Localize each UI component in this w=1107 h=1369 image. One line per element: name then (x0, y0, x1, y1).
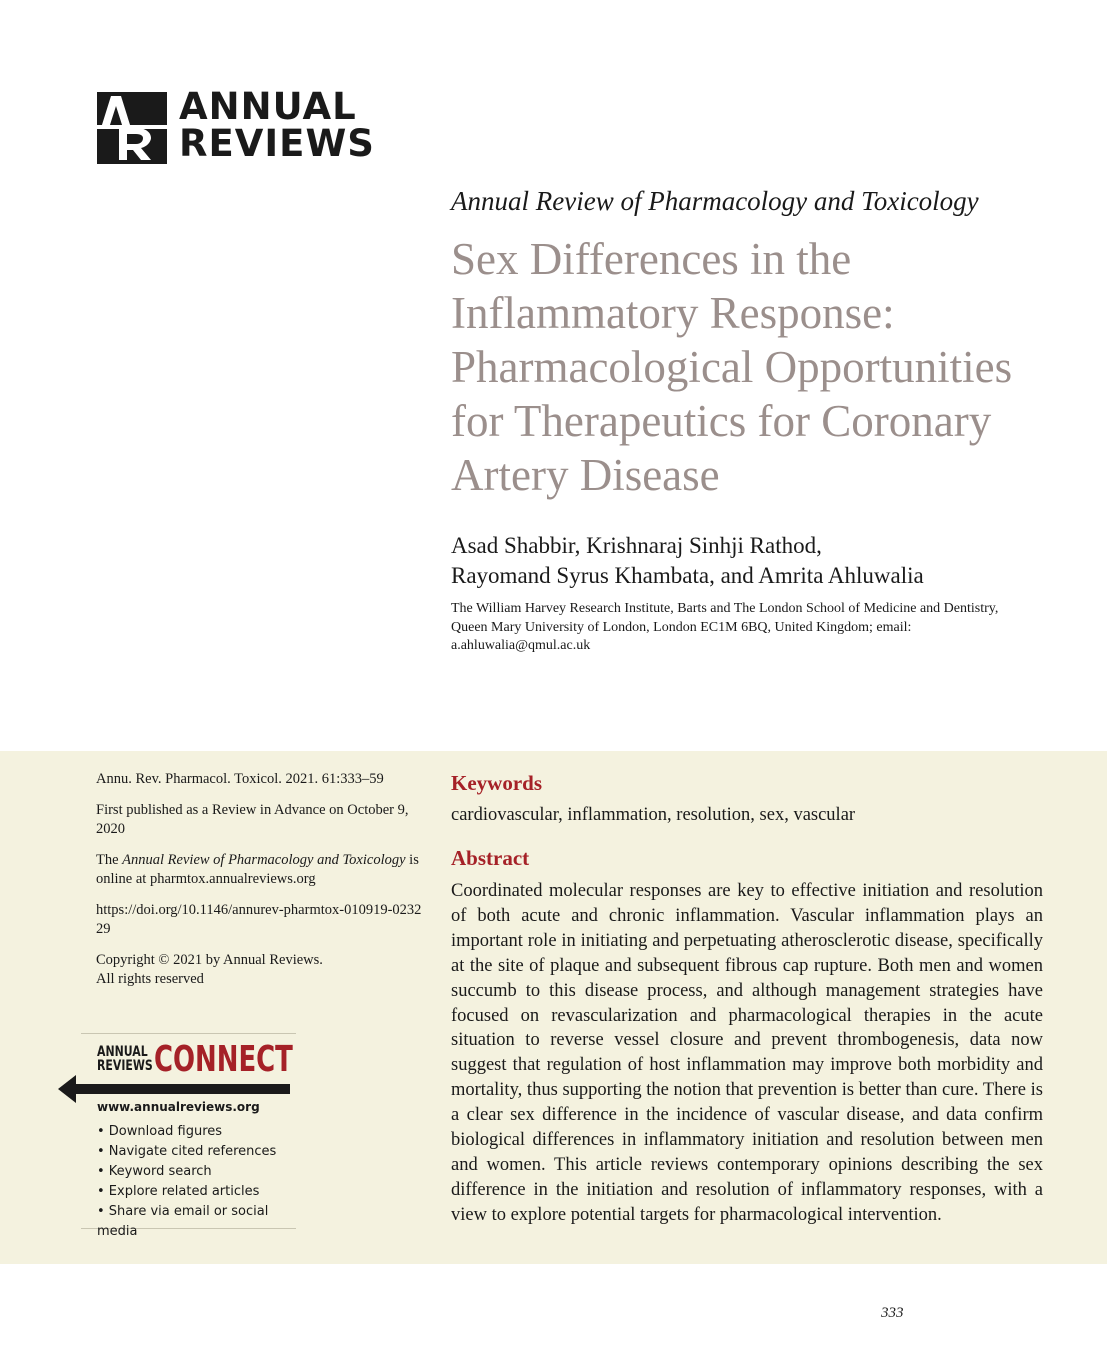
connect-wordmark: CONNECT (154, 1039, 293, 1080)
article-title: Sex Differences in the Inflammatory Response: Pharmacological Opportunities for Therapeutics for Coronary Artery Disease (451, 234, 1013, 500)
connect-brand-line-2: REVIEWS (97, 1058, 153, 1074)
keywords-text: cardiovascular, inflammation, resolution, sex, vascular (451, 805, 856, 825)
journal-name: Annual Review of Pharmacology and Toxicology (451, 186, 979, 216)
page-number: 333 (881, 1305, 904, 1321)
doi-link[interactable]: https://doi.org/10.1146/annurev-pharmtox-010919-023229 (96, 902, 422, 937)
online-journal: Annual Review of Pharmacology and Toxicology (122, 852, 406, 868)
connect-feature-item: • Download figures (97, 1124, 223, 1139)
connect-feature-item: • Keyword search (97, 1164, 212, 1179)
logo-wordmark (179, 85, 375, 165)
abstract-text: Coordinated molecular responses are key to effective initiation and resolution of both acute and chronic inflammation. Vascular inflammation plays an important role in initiating and perpetuating atherosclerotic disease, specifically at the site of plaque and subsequent fibrous cap rupture. Both men and women succumb to this disease process, and although management strategies have focused on revascularization and pharmacological therapies in the acute situation to reverse vessel closure and prevent thrombogenesis, data now suggest that regulation of host inflammation may improve both morbidity and mortality, thus supporting the notion that prevention is better than cure. There is a clear sex difference in the incidence of vascular disease, and data confirm biological differences in inflammatory initiation and resolution between men and women. This article reviews contemporary opinions describing the sex difference in the initiation and resolution of inflammatory responses, with a view to explore potential targets for pharmacological intervention. (451, 881, 1043, 1225)
rights-line: All rights reserved (96, 971, 204, 987)
online-suffix: is online at pharmtox.annualreviews.org (96, 852, 419, 887)
keywords-heading: Keywords (451, 771, 542, 795)
logo-line-1: ANNUAL (179, 85, 357, 128)
connect-feature-item: • Explore related articles (97, 1184, 260, 1199)
article-info-sidebar (96, 770, 426, 1001)
annual-reviews-logo (97, 85, 375, 166)
connect-url-link[interactable]: www.annualreviews.org (97, 1100, 260, 1114)
online-availability (96, 851, 426, 889)
abstract-heading: Abstract (451, 846, 530, 870)
authors-line-2: Rayomand Syrus Khambata, and Amrita Ahluwalia (451, 563, 924, 588)
logo-line-2: REVIEWS (179, 122, 375, 165)
citation: Annu. Rev. Pharmacol. Toxicol. 2021. 61:333–59 (96, 771, 384, 787)
copyright-line: Copyright © 2021 by Annual Reviews. (96, 952, 323, 968)
connect-feature-item: • Share via email or social media (97, 1204, 269, 1239)
connect-features-list (97, 1122, 296, 1242)
authors-line-1: Asad Shabbir, Krishnaraj Sinhji Rathod, (451, 533, 822, 558)
author-affiliation: The William Harvey Research Institute, Barts and The London School of Medicine and Dentistry, Queen Mary University of London, London EC1M 6BQ, United Kingdom; email: a.ahluwalia@qmul.ac.uk (451, 601, 999, 653)
connect-brand-line-1: ANNUAL (97, 1044, 148, 1060)
online-prefix: The (96, 852, 123, 868)
annual-reviews-connect-box (81, 1033, 296, 1239)
connect-brand (97, 1045, 153, 1073)
ar-logo-mark-icon (97, 92, 167, 164)
copyright (96, 951, 426, 989)
connect-feature-item: • Navigate cited references (97, 1144, 277, 1159)
author-list (451, 531, 1051, 591)
first-published: First published as a Review in Advance on October 9, 2020 (96, 802, 409, 837)
